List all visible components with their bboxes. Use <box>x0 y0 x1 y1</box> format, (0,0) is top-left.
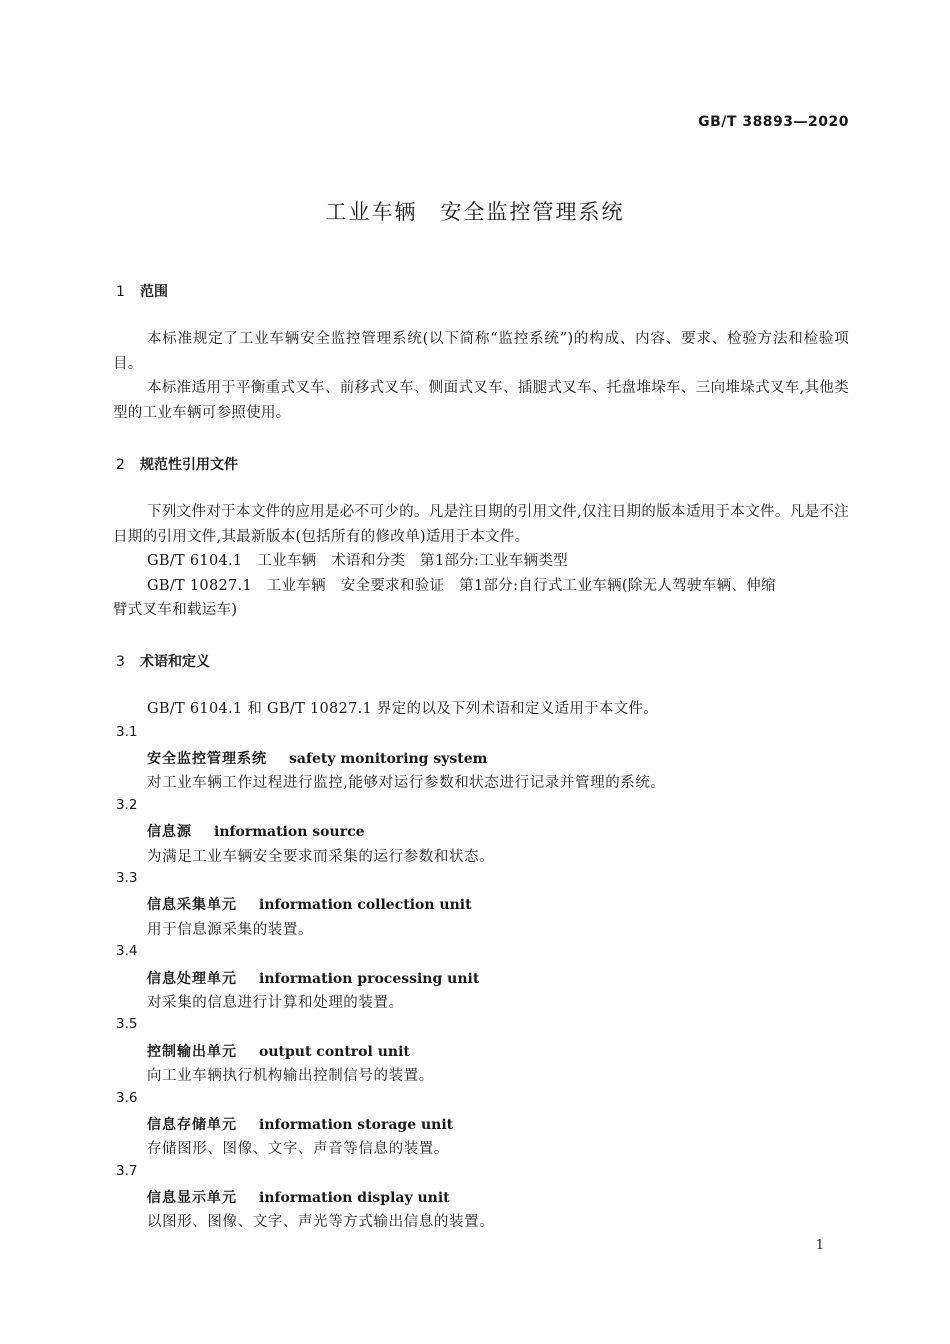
term-name-english: information display unit <box>259 1190 450 1206</box>
section-1-paragraph-1: 本标准规定了工业车辆安全监控管理系统(以下简称“监控系统”)的构成、内容、要求、检验方法和检验项目。 <box>113 331 849 372</box>
term-name-chinese: 信息采集单元 <box>147 897 237 913</box>
term-number: 3.2 <box>116 797 138 813</box>
term-definition: 存储图形、图像、文字、声音等信息的装置。 <box>147 1141 449 1157</box>
term-name-english: information storage unit <box>259 1117 454 1133</box>
section-2-heading <box>116 454 238 474</box>
term-name-chinese: 信息源 <box>147 824 192 840</box>
section-3-intro: GB/T 6104.1 和 GB/T 10827.1 界定的以及下列术语和定义适用于本文件。 <box>147 701 659 717</box>
term-definition: 为满足工业车辆安全要求而采集的运行参数和状态。 <box>147 849 495 865</box>
term-name-chinese: 信息处理单元 <box>147 971 237 987</box>
term-name-chinese: 信息显示单元 <box>147 1190 237 1206</box>
term-definition: 以图形、图像、文字、声光等方式输出信息的装置。 <box>147 1214 495 1230</box>
normative-reference-2: GB/T 10827.1 工业车辆 安全要求和验证 第1部分:自行式工业车辆(除无人驾驶车辆、伸缩 <box>147 578 776 594</box>
term-name <box>147 1041 410 1061</box>
term-name <box>147 821 365 841</box>
section-3-heading <box>116 651 210 671</box>
term-number: 3.1 <box>116 724 138 740</box>
section-title: 术语和定义 <box>140 654 210 670</box>
section-title: 规范性引用文件 <box>140 457 238 473</box>
section-1-paragraph-2: 本标准适用于平衡重式叉车、前移式叉车、侧面式叉车、插腿式叉车、托盘堆垛车、三向堆垛式叉车,其他类型的工业车辆可参照使用。 <box>113 380 849 421</box>
term-number: 3.5 <box>116 1016 138 1032</box>
term-name-english: information source <box>214 824 365 840</box>
term-name-english: safety monitoring system <box>289 751 488 767</box>
term-number: 3.6 <box>116 1090 138 1106</box>
section-1-heading <box>116 281 168 301</box>
term-name <box>147 968 479 988</box>
term-name-chinese: 信息存储单元 <box>147 1117 237 1133</box>
term-definition: 对采集的信息进行计算和处理的装置。 <box>147 995 404 1011</box>
section-number: 1 <box>116 284 125 300</box>
term-definition: 向工业车辆执行机构输出控制信号的装置。 <box>147 1068 434 1084</box>
section-number: 2 <box>116 457 125 473</box>
term-name <box>147 1187 450 1207</box>
section-number: 3 <box>116 654 125 670</box>
term-name-english: output control unit <box>259 1044 410 1060</box>
normative-reference-1: GB/T 6104.1 工业车辆 术语和分类 第1部分:工业车辆类型 <box>147 553 568 569</box>
term-name-chinese: 控制输出单元 <box>147 1044 237 1060</box>
term-number: 3.7 <box>116 1163 138 1179</box>
normative-reference-2-continued: 臂式叉车和载运车) <box>113 602 238 618</box>
term-number: 3.3 <box>116 870 138 886</box>
page-number: 1 <box>815 1238 824 1253</box>
term-name <box>147 894 472 914</box>
term-name <box>147 1114 453 1134</box>
term-definition: 用于信息源采集的装置。 <box>147 922 314 938</box>
term-definition: 对工业车辆工作过程进行监控,能够对运行参数和状态进行记录并管理的系统。 <box>147 775 666 791</box>
section-2-intro: 下列文件对于本文件的应用是必不可少的。凡是注日期的引用文件,仅注日期的版本适用于本文件。凡是不注日期的引用文件,其最新版本(包括所有的修改单)适用于本文件。 <box>113 504 849 545</box>
term-name-chinese: 安全监控管理系统 <box>147 751 267 767</box>
document-title: 工业车辆 安全监控管理系统 <box>325 200 625 224</box>
term-name <box>147 748 487 768</box>
term-name-english: information processing unit <box>259 971 480 987</box>
term-name-english: information collection unit <box>259 897 472 913</box>
standard-code: GB/T 38893—2020 <box>698 114 849 130</box>
section-title: 范围 <box>140 284 168 300</box>
term-number: 3.4 <box>116 943 138 959</box>
